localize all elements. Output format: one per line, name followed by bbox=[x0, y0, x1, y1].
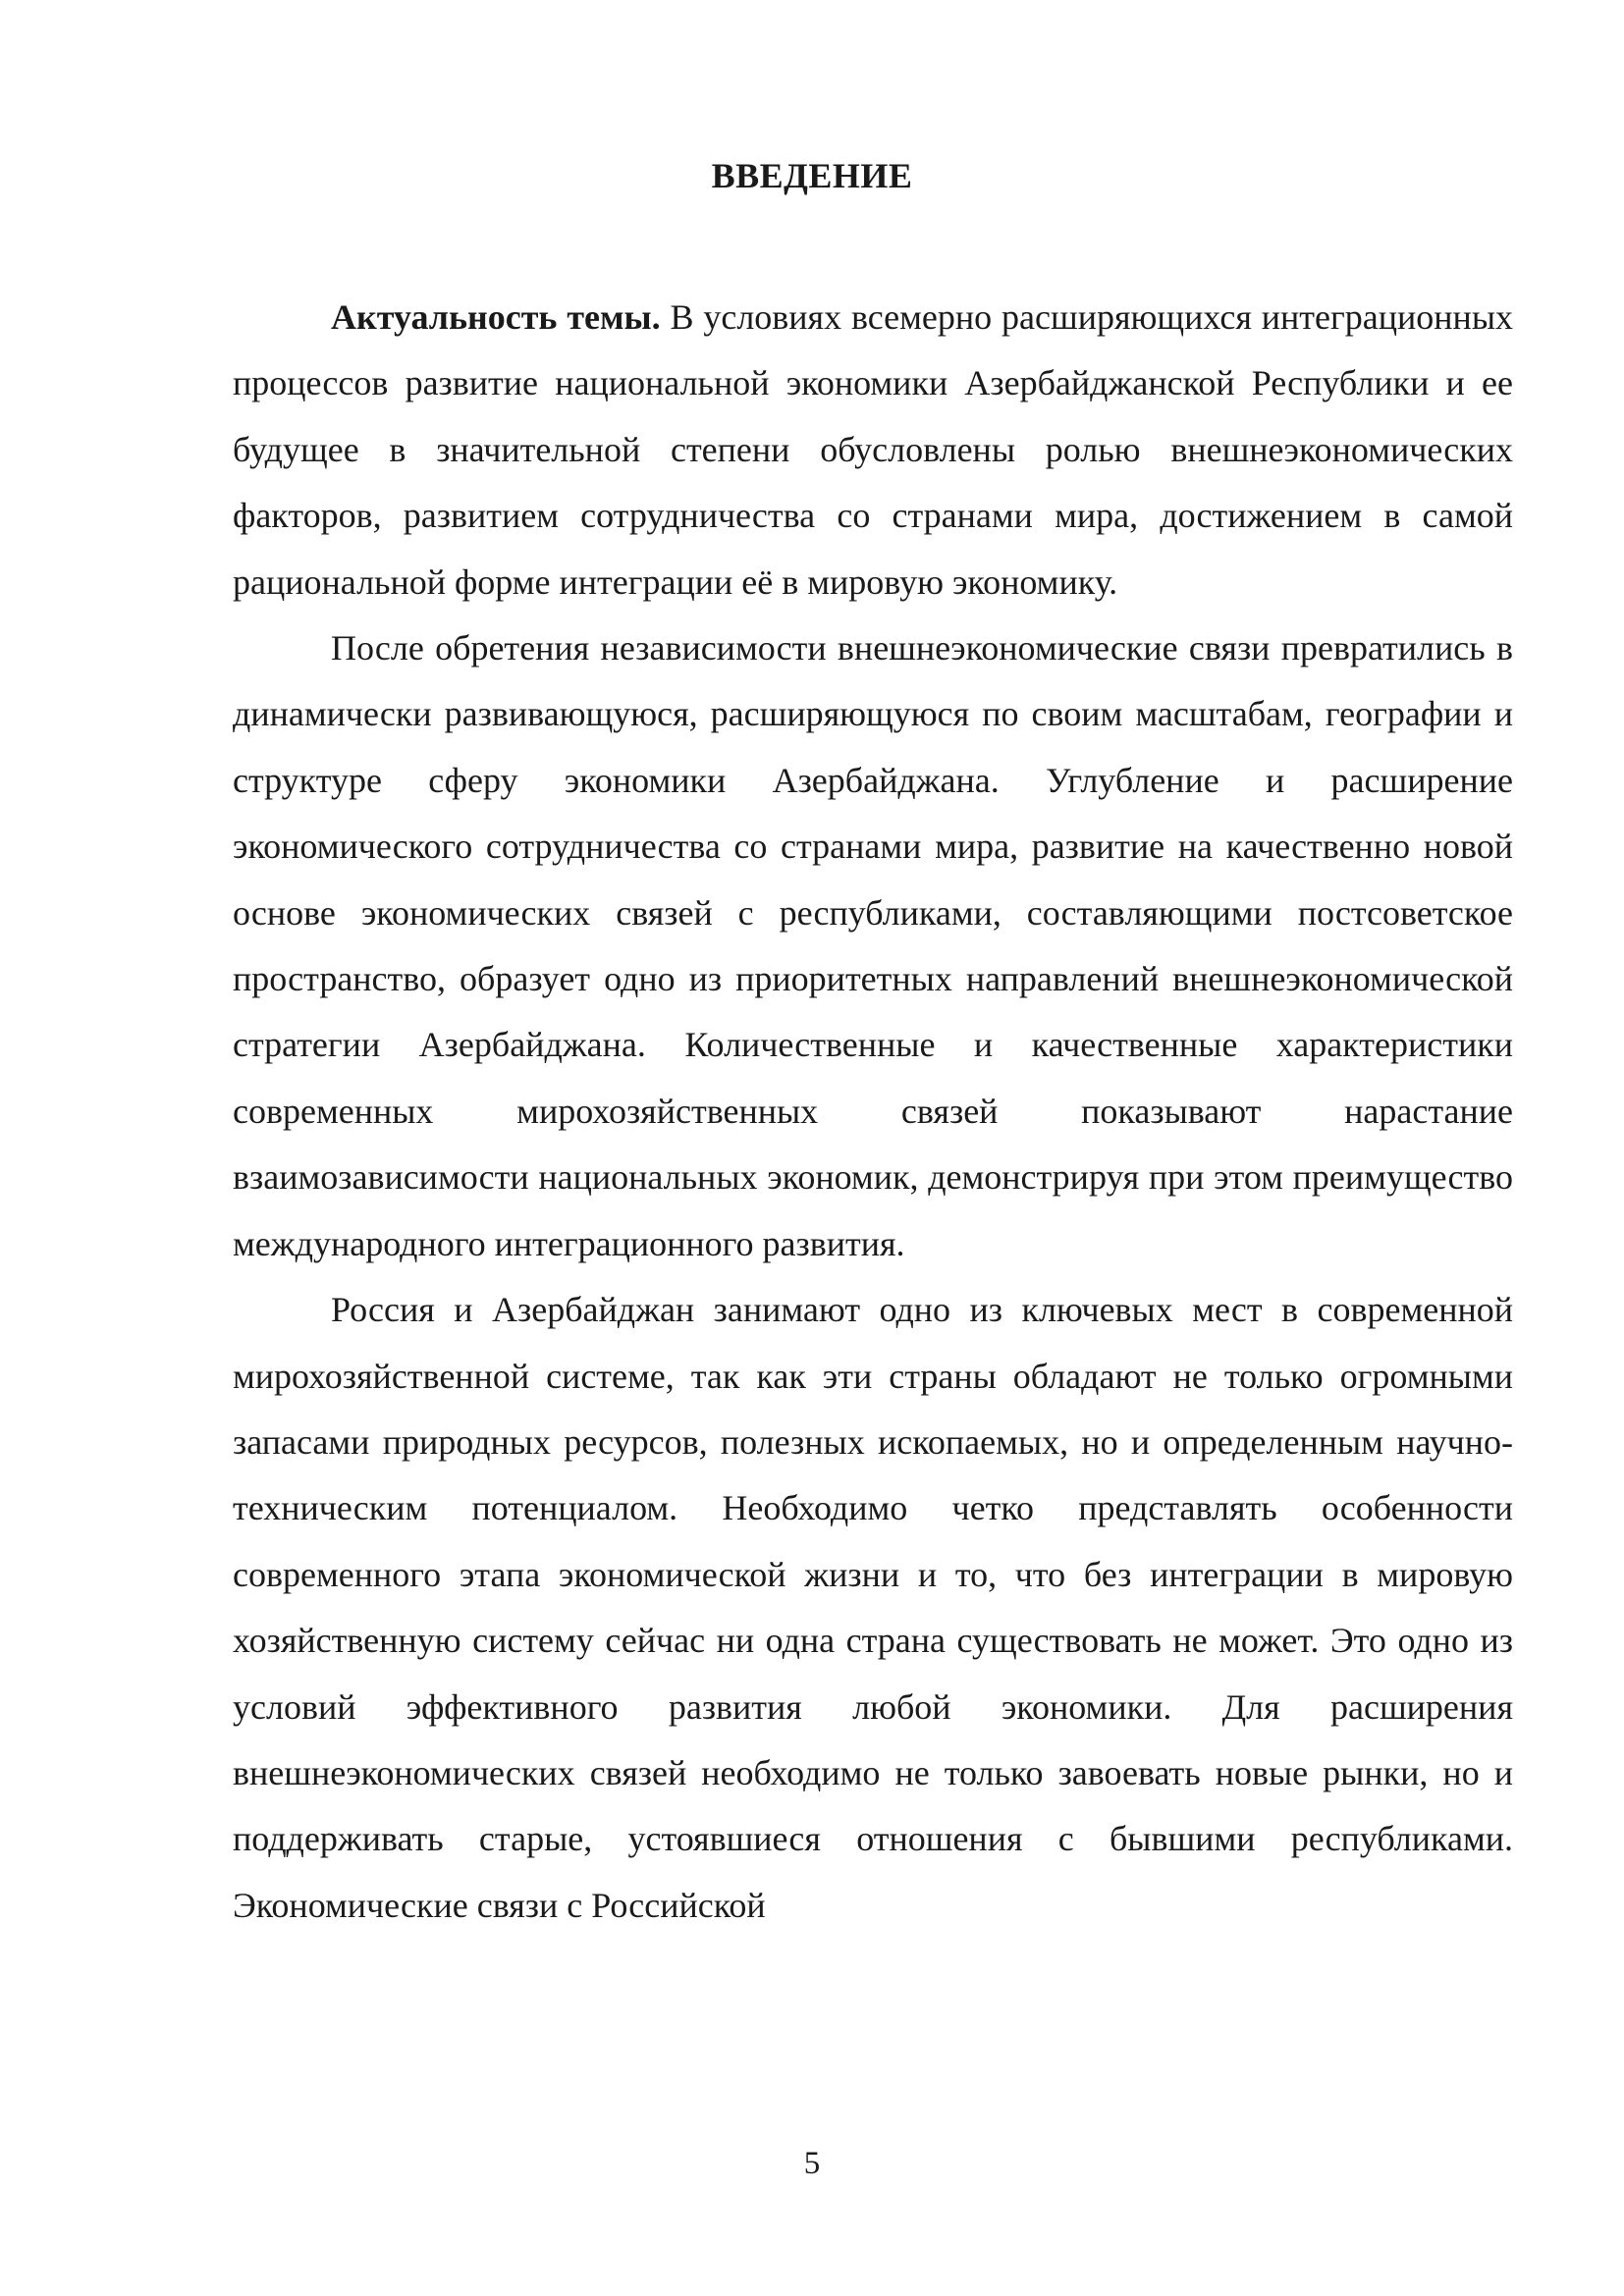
paragraph-lead: Актуальность темы. bbox=[331, 297, 661, 337]
paragraph-russia-azerbaijan bbox=[233, 1277, 1513, 1939]
section-heading: ВВЕДЕНИЕ bbox=[711, 156, 913, 195]
paragraph-text: Россия и Азербайджан занимают одно из ключевых мест в современной мирохозяйственной системе, так как эти страны обладают не только огромными запасами природных ресурсов, полезных ископаемых, но и определенным научно-техническим потенциалом. Необходимо четко представлять особенности современного этапа экономической жизни и то, что без интеграции в мировую хозяйственную систему сейчас ни одна страна существовать не может. Это одно из условий эффективного развития любой экономики. Для расширения внешнеэкономических связей необходимо не только завоевать новые рынки, но и поддерживать старые, устоявшиеся отношения с бывшими республиками. Экономические связи с Российской bbox=[233, 1290, 1513, 1925]
page-number: 5 bbox=[803, 2146, 821, 2181]
body-text bbox=[233, 285, 1513, 1939]
paragraph-independence bbox=[233, 615, 1513, 1277]
paragraph-text: После обретения независимости внешнеэкономические связи превратились в динамически развивающуюся, расширяющуюся по своим масштабам, географии и структуре сферу экономики Азербайджана. Углубление и расширение экономического сотрудничества со странами мира, развитие на качественно новой основе экономических связей с республиками, составляющими постсоветское пространство, образует одно из приоритетных направлений внешнеэкономической стратегии Азербайджана. Количественные и качественные характеристики современных мирохозяйственных связей показывают нарастание взаимозависимости национальных экономик, демонстрируя при этом преимущество международного интеграционного развития. bbox=[233, 628, 1513, 1263]
paragraph-relevance bbox=[233, 285, 1513, 615]
paragraph-text: В условиях всемерно расширяющихся интеграционных процессов развитие национальной экономики Азербайджанской Республики и ее будущее в значительной степени обусловлены ролью внешнеэкономических факторов, развитием сотрудничества со странами мира, достижением в самой рациональной форме интеграции её в мировую экономику. bbox=[233, 297, 1514, 602]
